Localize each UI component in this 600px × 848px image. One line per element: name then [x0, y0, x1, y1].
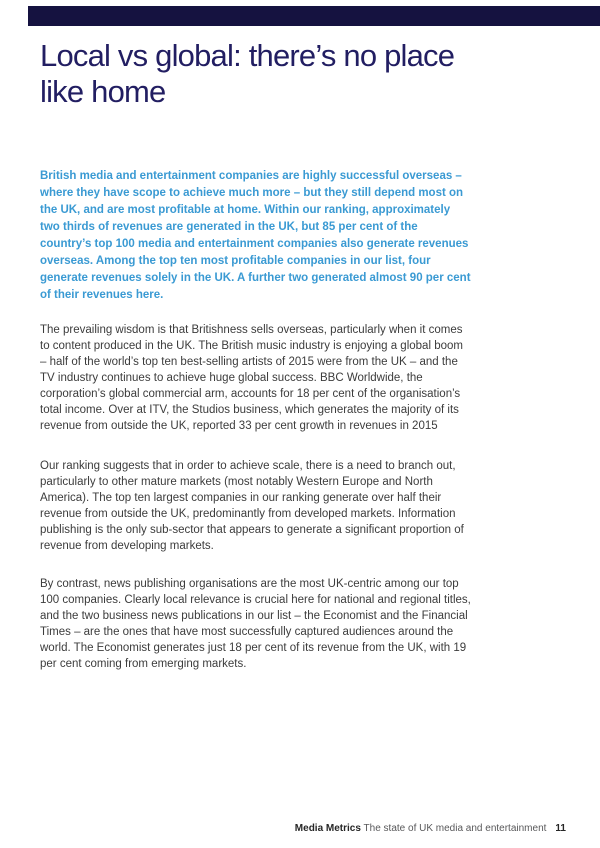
page-title-line-1: Local vs global: there’s no place — [40, 38, 455, 73]
page-title — [40, 38, 472, 110]
body-paragraph-2: Our ranking suggests that in order to achieve scale, there is a need to branch out, particularly to other mature markets (most notably Western Europe and North America). The top ten largest companies in our ranking generate over half their revenue from outside the UK, predominantly from developed markets. Information publishing is the only sub-sector that appears to generate a significant proportion of revenue from developing markets. — [40, 460, 464, 552]
footer-publication-title: Media Metrics — [294, 823, 361, 834]
footer-report-subtitle: The state of UK media and entertainment — [360, 823, 547, 834]
footer-page-number: 11 — [555, 823, 566, 834]
intro-paragraph: British media and entertainment companies are highly successful overseas – where they have scope to achieve much more – but they still depend most on the UK, and are most profitable at home. Within our ranking, approximately two thirds of revenues are generated in the UK, but 85 per cent of the country’s top 100 media and entertainment companies also generate revenues overseas. Among the top ten most profitable companies in our list, four generate revenues solely in the UK. A further two generated almost 90 per cent of their revenues here. — [40, 170, 471, 301]
page-title-line-2: like home — [40, 74, 166, 109]
body-paragraph-3: By contrast, news publishing organisations are the most UK-centric among our top 100 companies. Clearly local relevance is crucial here for national and regional titles, and the two business news publications in our list – the Economist and the Financial Times – are the ones that have most successfully captured audiences around the world. The Economist generates just 18 per cent of its revenue from the UK, with 19 per cent coming from emerging markets. — [40, 578, 471, 670]
page-content — [40, 0, 472, 672]
body-paragraph-1: The prevailing wisdom is that Britishness sells overseas, particularly when it comes to content produced in the UK. The British music industry is enjoying a global boom – half of the world’s top ten best-selling artists of 2015 were from the UK – and the TV industry continues to achieve huge global success. BBC Worldwide, the corporation’s global commercial arm, accounts for 18 per cent of the organisation’s total income. Over at ITV, the Studios business, which generates the majority of its revenue from outside the UK, reported 33 per cent growth in revenues in 2015 — [40, 324, 463, 432]
page-footer — [295, 823, 566, 835]
